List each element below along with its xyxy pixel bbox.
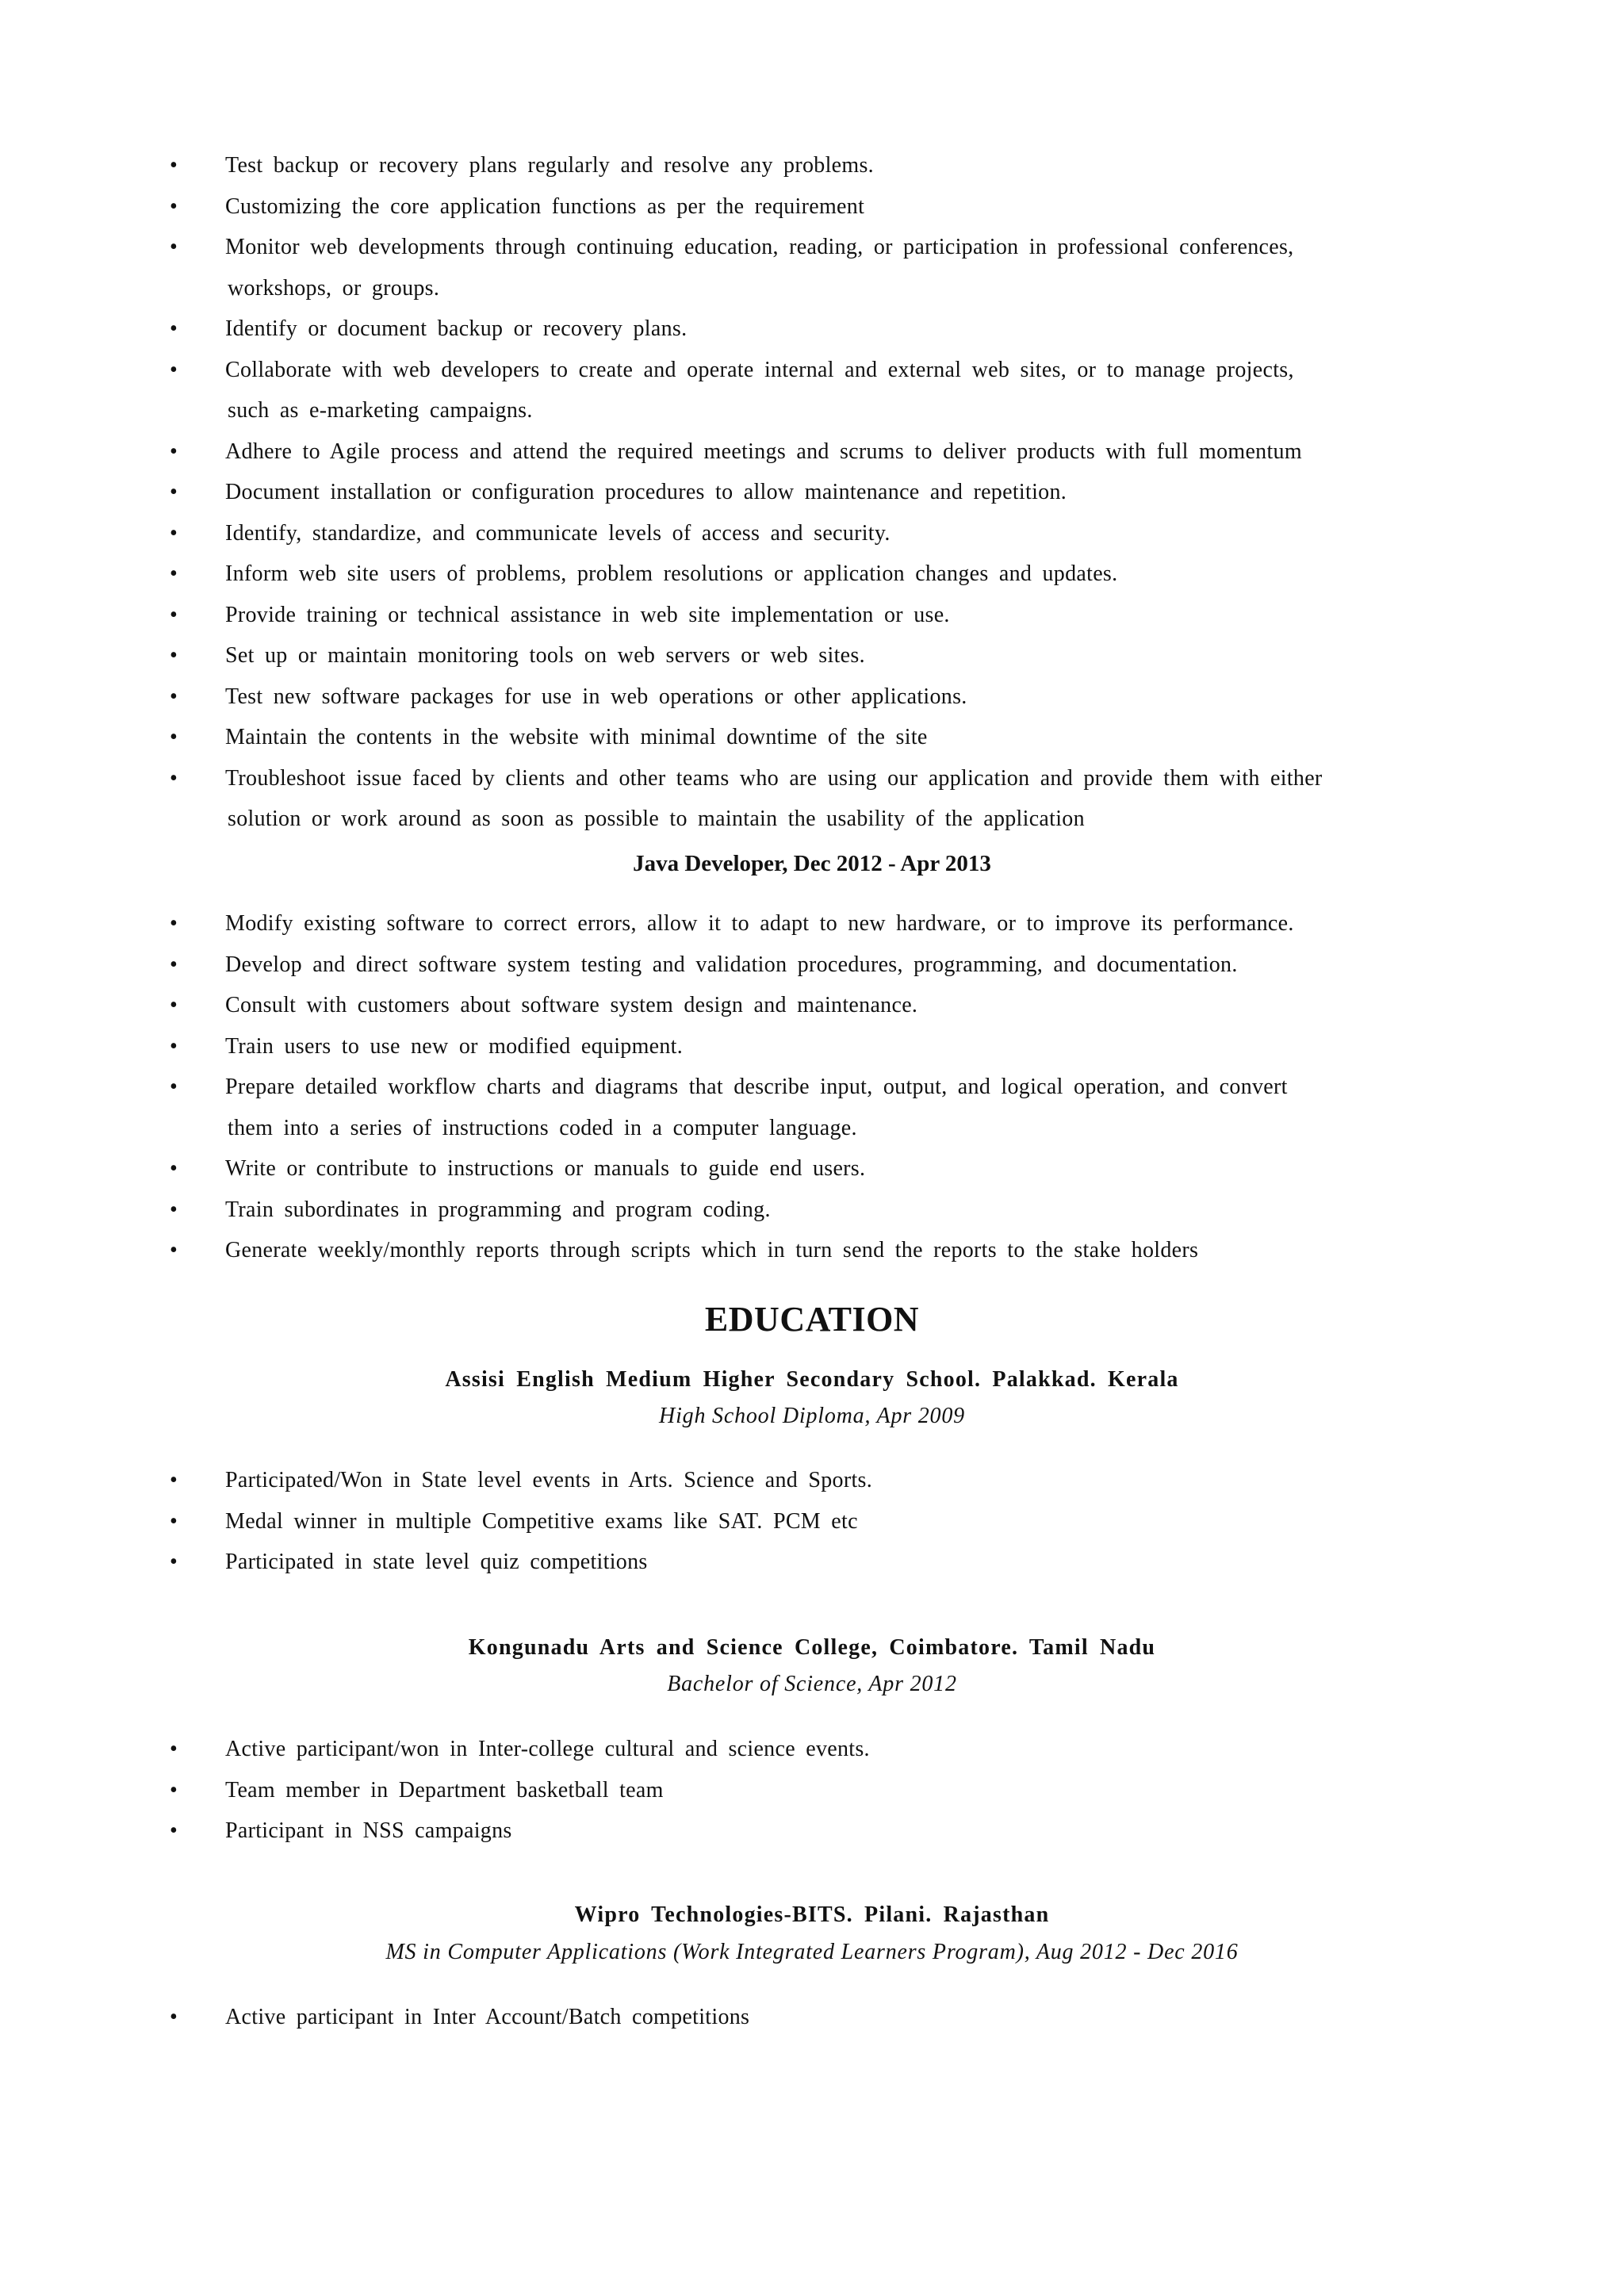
list-item [0, 431, 1624, 473]
bullet-icon: • [170, 2005, 178, 2029]
degree-line: MS in Computer Applications (Work Integrated Learners Program), Aug 2012 - Dec 2016 [385, 1940, 1239, 1964]
list-item [0, 635, 1624, 676]
bullet-icon: • [170, 1818, 178, 1843]
school-name: Kongunadu Arts and Science College, Coimbatore. Tamil Nadu [468, 1635, 1156, 1660]
list-item [0, 595, 1624, 636]
list-item [0, 676, 1624, 718]
bullet-icon: • [170, 602, 178, 627]
school-bullet-list [0, 1997, 1624, 2038]
list-item-text: Test backup or recovery plans regularly and resolve any problems. [225, 153, 874, 178]
list-item [0, 513, 1624, 554]
bullet-icon: • [170, 439, 178, 464]
list-item-text: Set up or maintain monitoring tools on web servers or web sites. [225, 643, 865, 668]
list-item [0, 1067, 1624, 1148]
list-item-text: Customizing the core application functions as per the requirement [225, 193, 865, 219]
bullet-icon: • [170, 1468, 178, 1492]
list-item [0, 1770, 1624, 1811]
list-item-text: Train subordinates in programming and program coding. [225, 1197, 771, 1222]
list-item [0, 985, 1624, 1026]
list-item-text: Document installation or configuration procedures to allow maintenance and repetition. [225, 480, 1067, 504]
bullet-icon: • [170, 725, 178, 749]
bullet-icon: • [170, 153, 178, 178]
bullet-icon: • [170, 1197, 178, 1222]
bullet-icon: • [170, 235, 178, 259]
job-title: Java Developer, Dec 2012 - Apr 2013 [633, 851, 991, 876]
list-item-text: Train users to use new or modified equipment. [225, 1033, 684, 1059]
list-item [0, 1997, 1624, 2038]
list-item [0, 1026, 1624, 1067]
list-item-text-continued: such as e-marketing campaigns. [228, 398, 533, 423]
bullet-icon: • [170, 316, 178, 341]
list-item-text: Develop and direct software system testing and validation procedures, programming, and documentation. [225, 952, 1238, 977]
list-item [0, 350, 1624, 431]
bullet-icon: • [170, 561, 178, 586]
list-item [0, 554, 1624, 595]
list-item-text: Generate weekly/monthly reports through scripts which in turn send the reports to the stake holders [225, 1238, 1199, 1262]
school-name: Wipro Technologies-BITS. Pilani. Rajasthan [574, 1902, 1050, 1927]
list-item-text: Prepare detailed workflow charts and diagrams that describe input, output, and logical operation, and convert [225, 1075, 1288, 1099]
list-item [0, 1501, 1624, 1542]
bullet-icon: • [170, 1075, 178, 1099]
list-item-text: Participated/Won in State level events in Arts. Science and Sports. [225, 1468, 873, 1492]
bullet-icon: • [170, 643, 178, 668]
list-item [0, 944, 1624, 986]
bullet-icon: • [170, 765, 178, 791]
school-name: Assisi English Medium Higher Secondary School. Palakkad. Kerala [445, 1367, 1179, 1392]
list-item-text: Provide training or technical assistance in web site implementation or use. [225, 602, 950, 627]
list-item-text: Identify, standardize, and communicate levels of access and security. [225, 520, 891, 546]
list-item [0, 1148, 1624, 1190]
list-item [0, 758, 1624, 840]
list-item-text: Collaborate with web developers to create and operate internal and external web sites, or to manage projects, [225, 357, 1294, 382]
list-item [0, 903, 1624, 944]
list-item-text: Troubleshoot issue faced by clients and other teams who are using our application and provide them with either [225, 765, 1323, 791]
bullet-icon: • [170, 993, 178, 1017]
list-item [0, 145, 1624, 186]
list-item-text: Modify existing software to correct errors, allow it to adapt to new hardware, or to improve its performance. [225, 911, 1294, 936]
list-item-text: Identify or document backup or recovery plans. [225, 316, 688, 341]
list-item [0, 717, 1624, 758]
list-item-text: Maintain the contents in the website with minimal downtime of the site [225, 725, 928, 749]
bullet-icon: • [170, 1508, 178, 1534]
list-item [0, 308, 1624, 350]
bullet-icon: • [170, 1737, 178, 1761]
bullet-icon: • [170, 1033, 178, 1059]
list-item-text: Monitor web developments through continuing education, reading, or participation in professional conferences, [225, 235, 1294, 259]
bullet-icon: • [170, 357, 178, 382]
school-bullet-list [0, 1460, 1624, 1583]
bullet-icon: • [170, 952, 178, 977]
list-item [0, 1542, 1624, 1583]
list-item-text: Consult with customers about software system design and maintenance. [225, 993, 918, 1017]
school-bullet-list [0, 1729, 1624, 1852]
java-job-bullet-list [0, 903, 1624, 1271]
list-item-text: Active participant in Inter Account/Batch competitions [225, 2005, 750, 2029]
education-heading: EDUCATION [704, 1300, 920, 1339]
list-item-text: Adhere to Agile process and attend the required meetings and scrums to deliver products with full momentum [225, 439, 1302, 464]
list-item [0, 227, 1624, 308]
list-item-text: Inform web site users of problems, problem resolutions or application changes and updates. [225, 561, 1118, 586]
bullet-icon: • [170, 684, 178, 709]
list-item-text-continued: them into a series of instructions coded in a computer language. [228, 1115, 857, 1140]
list-item [0, 1230, 1624, 1271]
bullet-icon: • [170, 1238, 178, 1262]
list-item-text-continued: solution or work around as soon as possible to maintain the usability of the application [228, 807, 1085, 831]
list-item-text: Active participant/won in Inter-college cultural and science events. [225, 1737, 870, 1761]
bullet-icon: • [170, 520, 178, 546]
bullet-icon: • [170, 480, 178, 504]
list-item-text: Participant in NSS campaigns [225, 1818, 512, 1843]
bullet-icon: • [170, 193, 178, 219]
experience-bullet-list [0, 145, 1624, 840]
list-item [0, 1190, 1624, 1231]
list-item [0, 1729, 1624, 1770]
list-item-text: Write or contribute to instructions or manuals to guide end users. [225, 1156, 866, 1181]
bullet-icon: • [170, 1777, 178, 1803]
list-item-text-continued: workshops, or groups. [228, 275, 440, 301]
list-item [0, 1460, 1624, 1501]
list-item-text: Participated in state level quiz competitions [225, 1550, 648, 1574]
bullet-icon: • [170, 1156, 178, 1181]
list-item-text: Test new software packages for use in web operations or other applications. [225, 684, 967, 709]
list-item [0, 1810, 1624, 1852]
bullet-icon: • [170, 1550, 178, 1574]
degree-line: High School Diploma, Apr 2009 [659, 1404, 965, 1428]
list-item-text: Medal winner in multiple Competitive exams like SAT. PCM etc [225, 1508, 858, 1534]
list-item [0, 186, 1624, 228]
list-item [0, 472, 1624, 513]
bullet-icon: • [170, 911, 178, 936]
degree-line: Bachelor of Science, Apr 2012 [667, 1672, 957, 1696]
list-item-text: Team member in Department basketball team [225, 1777, 664, 1803]
